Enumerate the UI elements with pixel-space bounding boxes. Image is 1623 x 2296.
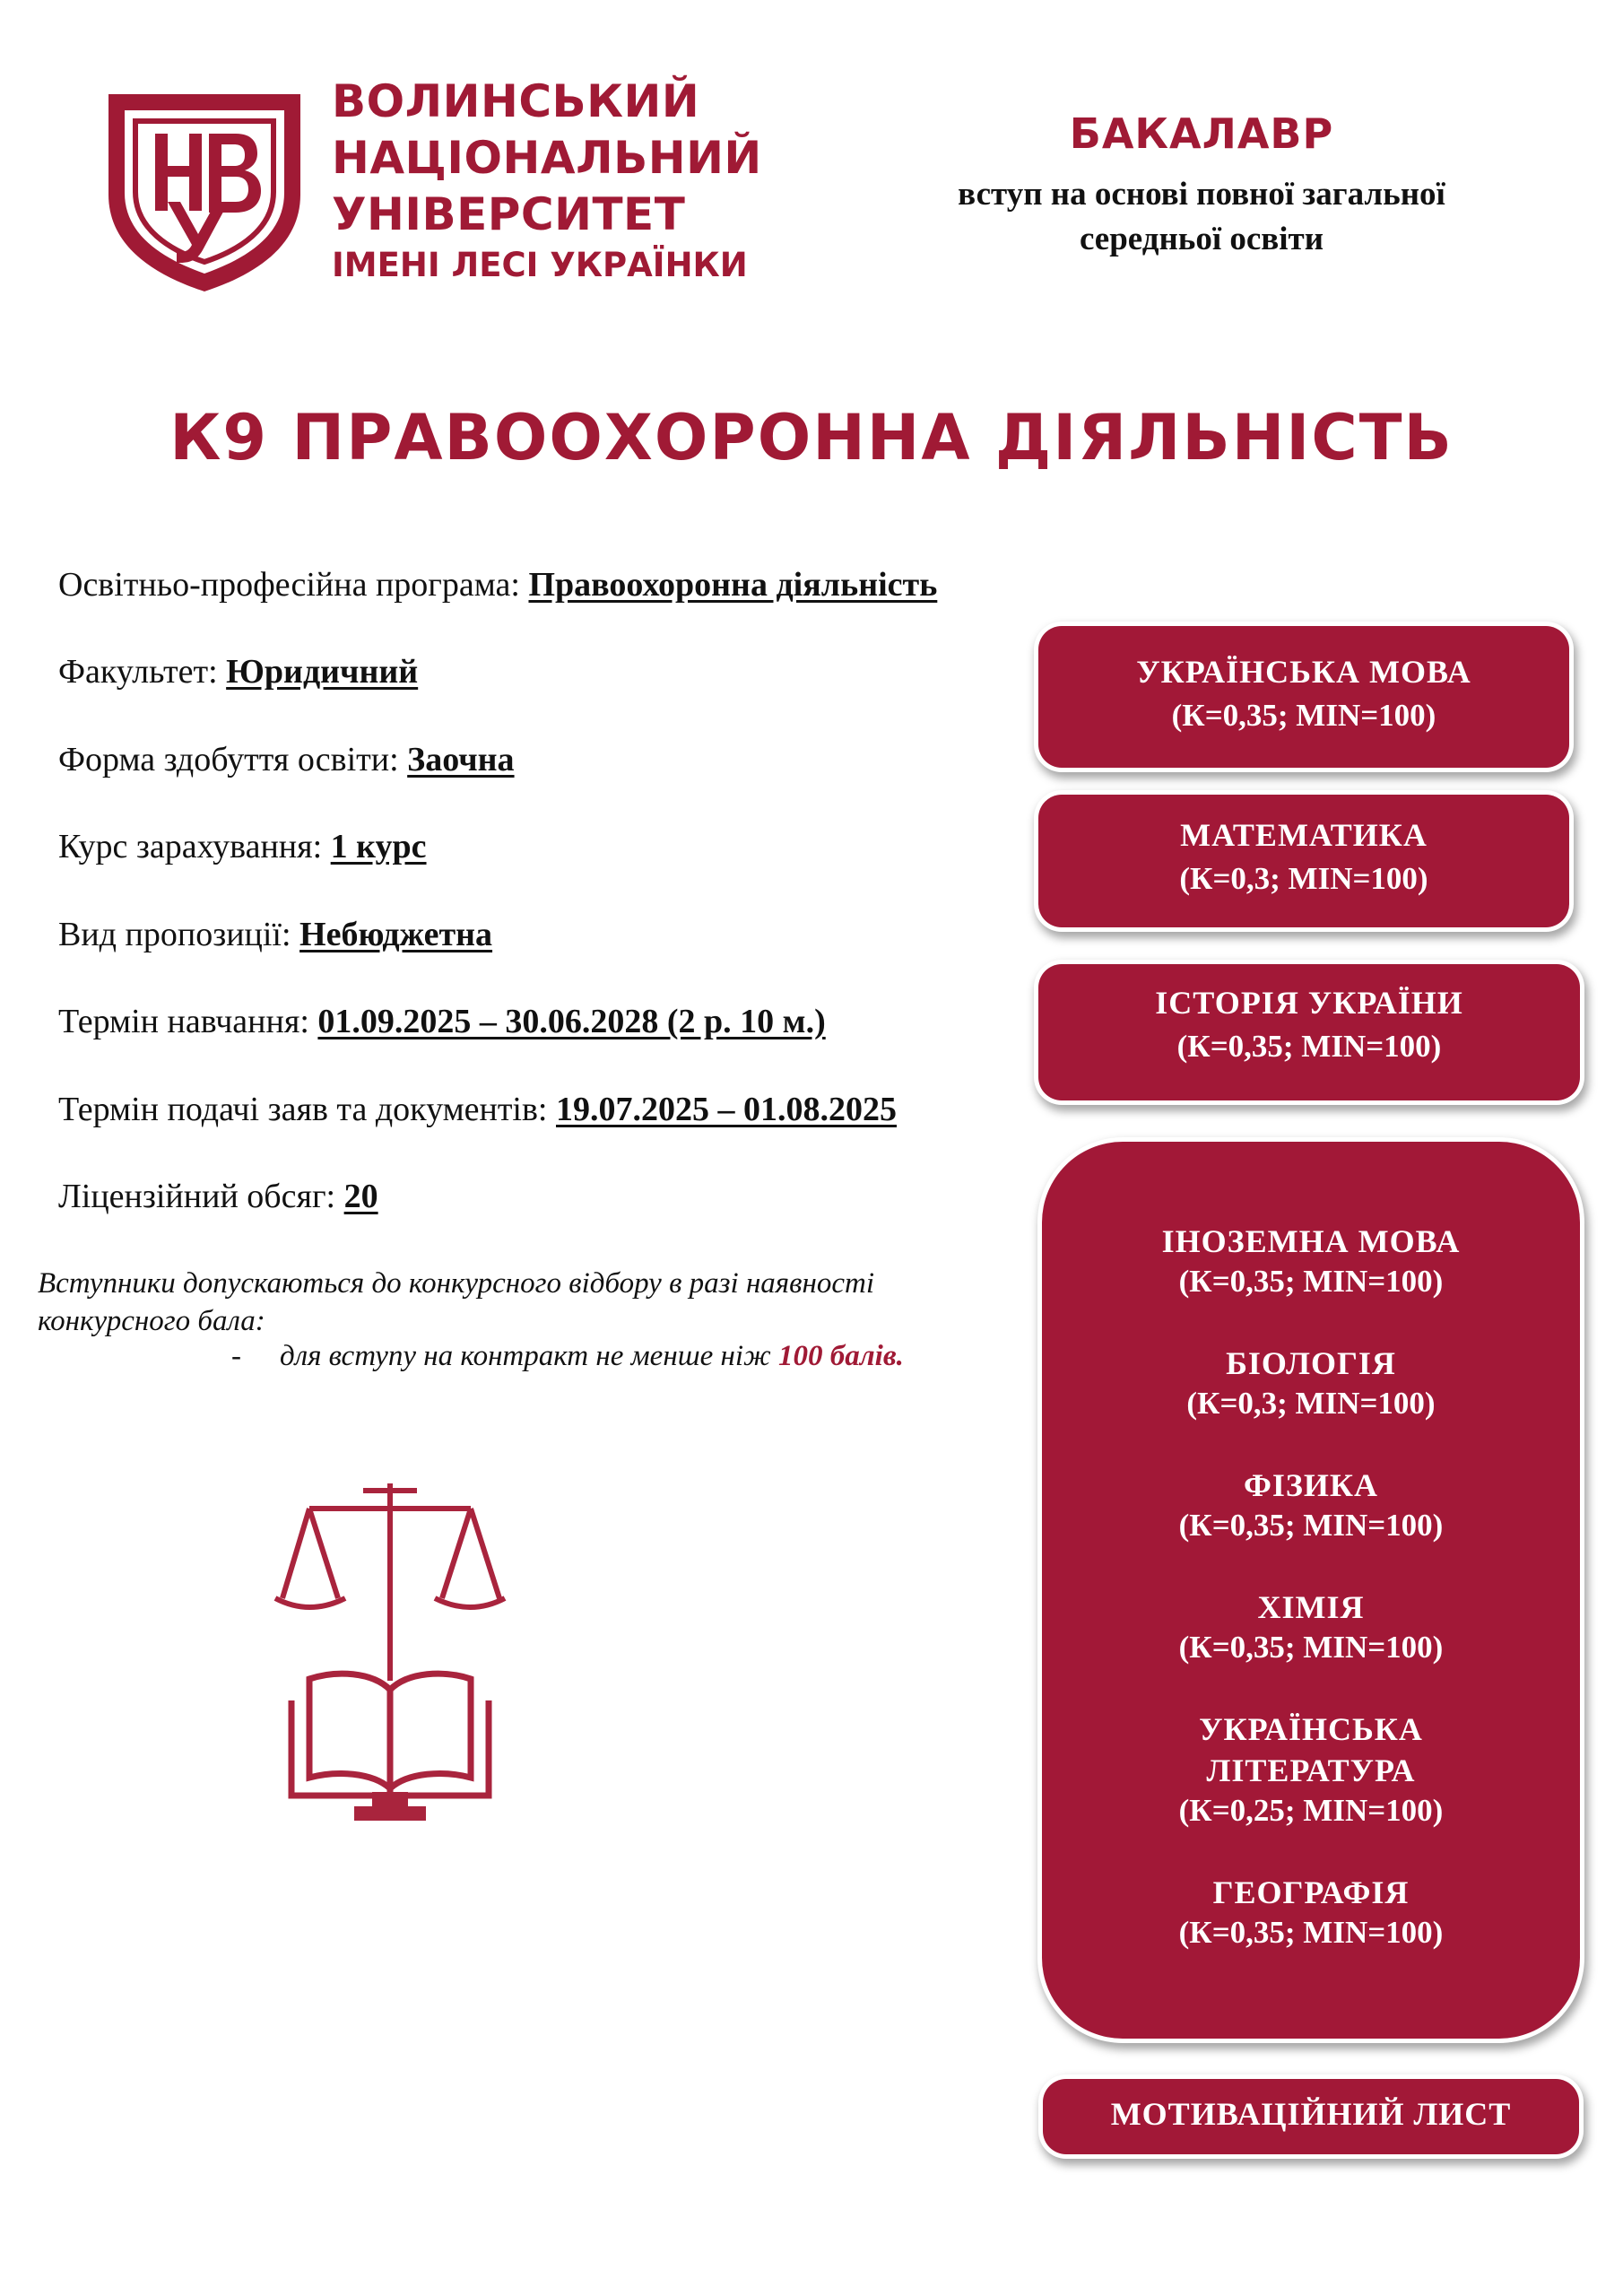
degree-title: БАКАЛАВР: [1069, 109, 1334, 158]
info-value: Небюджетна: [299, 916, 493, 953]
info-course: [58, 827, 427, 866]
subject-coefficient: (К=0,3; MIN=100): [1186, 1386, 1436, 1421]
subject-coefficient: (К=0,35; MIN=100): [1178, 1915, 1444, 1950]
university-emblem-icon: [101, 87, 308, 295]
scales-of-justice-icon: [273, 1482, 507, 1827]
subject-name: ФІЗИКА: [1243, 1467, 1379, 1503]
info-label: Вид пропозиції:: [58, 916, 300, 953]
info-label: Освітньо-професійна програма:: [58, 566, 529, 604]
university-name: [332, 75, 762, 284]
info-value: 01.09.2025 – 30.06.2028 (2 р. 10 м.): [317, 1003, 826, 1040]
info-label: Ліцензійний обсяг:: [58, 1178, 344, 1215]
subject-name: ХІМІЯ: [1257, 1589, 1365, 1625]
subject-mathematics: [1038, 795, 1569, 927]
admission-note-bullet: [231, 1340, 904, 1373]
subject-chemistry: [1042, 1587, 1580, 1665]
subject-name: БІОЛОГІЯ: [1226, 1345, 1396, 1381]
subject-biology: [1042, 1343, 1580, 1422]
info-value: Юридичний: [226, 653, 419, 691]
info-value: Правоохоронна діяльність: [528, 566, 938, 604]
subject-coefficient: (К=0,25; MIN=100): [1178, 1793, 1444, 1828]
info-label: Термін навчання:: [58, 1003, 318, 1040]
subject-name: ІНОЗЕМНА МОВА: [1161, 1223, 1461, 1259]
info-study-term: [58, 1002, 826, 1041]
subject-coefficient: (К=0,3; MIN=100): [1179, 861, 1428, 896]
info-label: Термін подачі заяв та документів:: [58, 1091, 556, 1128]
university-name-subline: ІМЕНІ ЛЕСІ УКРАЇНКИ: [332, 246, 748, 284]
degree-subtitle-line: середньої освіти: [1079, 221, 1324, 257]
info-application-term: [58, 1090, 897, 1129]
info-label: Курс зарахування:: [58, 828, 331, 865]
bullet-dash: -: [231, 1340, 241, 1372]
subject-name: ІСТОРІЯ УКРАЇНИ: [1155, 985, 1463, 1021]
degree-block: [879, 109, 1524, 262]
degree-subtitle-line: вступ на основі повної загальної: [958, 176, 1445, 213]
info-license-volume: [58, 1177, 378, 1216]
degree-subtitle: [879, 172, 1524, 262]
info-offer-type: [58, 915, 492, 954]
subject-history-of-ukraine: [1038, 964, 1580, 1100]
info-label: Факультет:: [58, 653, 227, 691]
subject-coefficient: (К=0,35; MIN=100): [1178, 1630, 1444, 1665]
info-value: 19.07.2025 – 01.08.2025: [556, 1091, 897, 1128]
subject-name: УКРАЇНСЬКА МОВА: [1136, 654, 1471, 690]
university-name-line: ВОЛИНСЬКИЙ: [332, 75, 700, 127]
subject-name: ЛІТЕРАТУРА: [1206, 1752, 1416, 1788]
info-study-form: [58, 740, 515, 779]
info-value: 1 курс: [330, 828, 427, 865]
bullet-emphasis: 100 балів.: [778, 1340, 904, 1372]
page-title: К9 ПРАВООХОРОННА ДІЯЛЬНІСТЬ: [169, 401, 1454, 474]
subject-name: ГЕОГРАФІЯ: [1212, 1874, 1410, 1910]
motivation-letter-box: [1043, 2079, 1579, 2154]
info-value: 20: [343, 1178, 378, 1215]
info-label: Форма здобуття освіти:: [58, 741, 408, 778]
elective-subjects-box: [1042, 1142, 1580, 2039]
subject-ukrainian-language: [1038, 626, 1569, 768]
subject-coefficient: (К=0,35; MIN=100): [1178, 1508, 1444, 1543]
subject-physics: [1042, 1465, 1580, 1544]
info-program: [58, 565, 937, 604]
subject-coefficient: (К=0,35; MIN=100): [1176, 1029, 1442, 1064]
university-name-line: НАЦІОНАЛЬНИЙ: [332, 132, 762, 184]
subject-name: УКРАЇНСЬКА: [1199, 1711, 1423, 1747]
subject-name: МОТИВАЦІЙНИЙ ЛИСТ: [1110, 2096, 1512, 2132]
info-value: Заочна: [407, 741, 515, 778]
subject-foreign-language: [1042, 1221, 1580, 1300]
admission-note: Вступники допускаються до конкурсного відбору в разі наявності конкурсного бала:: [38, 1267, 874, 1337]
subject-coefficient: (К=0,35; MIN=100): [1171, 698, 1436, 733]
bullet-text: для вступу на контракт не менше ніж: [280, 1340, 778, 1372]
subject-name: МАТЕМАТИКА: [1180, 817, 1428, 853]
university-name-line: УНІВЕРСИТЕТ: [332, 188, 686, 240]
subject-coefficient: (К=0,35; MIN=100): [1178, 1264, 1444, 1299]
info-faculty: [58, 652, 418, 691]
subject-ukrainian-literature: [1042, 1709, 1580, 1829]
subject-geography: [1042, 1872, 1580, 1951]
